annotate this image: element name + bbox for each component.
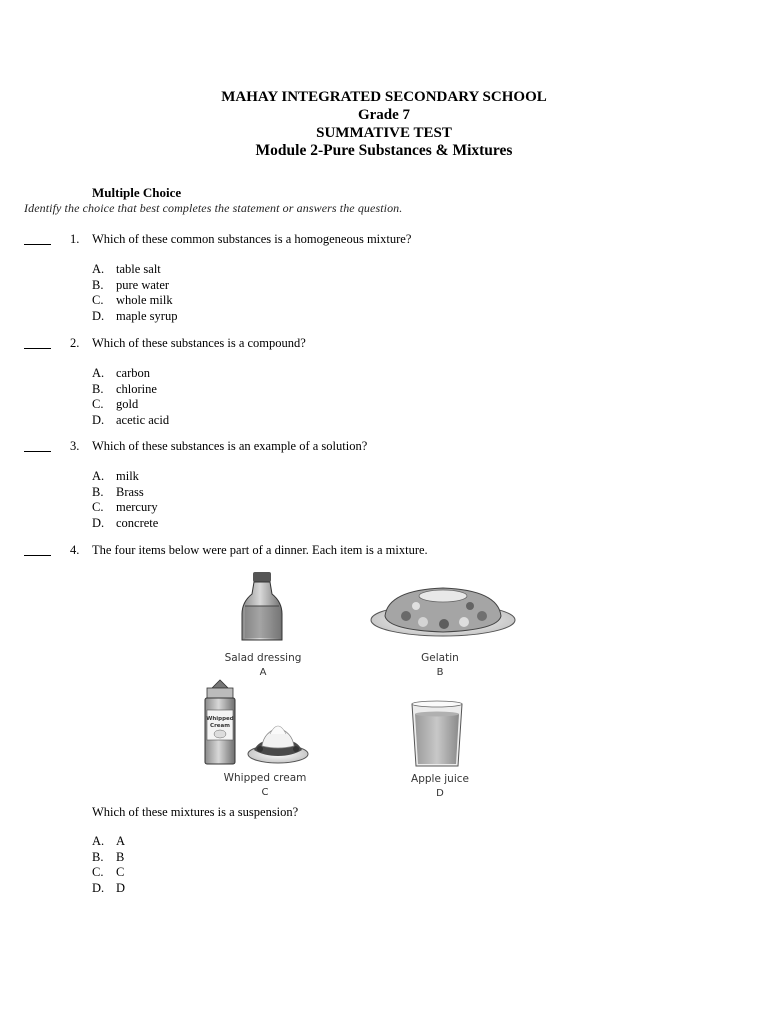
options-list [92, 366, 169, 428]
option-letter: A. [92, 469, 105, 483]
options-list [92, 262, 177, 324]
option-b [92, 485, 158, 501]
option-letter: D. [92, 880, 105, 895]
option-text: table salt [116, 262, 161, 276]
option-text: C [116, 865, 125, 879]
question-number: 1. [70, 232, 80, 246]
options-list [92, 469, 158, 531]
question-number: 4. [70, 543, 80, 557]
school-name: MAHAY INTEGRATED SECONDARY SCHOOL [221, 89, 547, 105]
svg-text:Cream: Cream [210, 723, 230, 729]
can-label-text: Whipped [206, 716, 234, 722]
question-number: 3. [70, 439, 80, 453]
option-text: Brass [116, 484, 144, 499]
option-text: concrete [116, 515, 159, 530]
option-d [92, 413, 169, 429]
section-title: Multiple Choice [92, 185, 182, 200]
option-c [92, 293, 177, 309]
gelatin-dish [371, 588, 515, 636]
salad-dressing-bottle [242, 572, 282, 640]
instructions: Identify the choice that best completes the statement or answers the question. [24, 201, 403, 215]
option-letter: C. [92, 865, 104, 879]
option-d [92, 309, 177, 325]
answer-blank[interactable] [24, 238, 51, 245]
option-letter: A. [92, 834, 105, 848]
option-text: carbon [116, 366, 151, 380]
option-c [92, 500, 158, 516]
option-text: D [116, 880, 126, 895]
option-text: A [116, 834, 126, 848]
figure-illustrations [198, 568, 518, 800]
option-letter: B. [92, 484, 104, 499]
document-header [0, 88, 768, 160]
question-stem: The four items below were part of a dinner. Each item is a mixture. [92, 543, 428, 557]
question-stem: Which of these substances is a compound? [92, 336, 306, 350]
option-text: B [116, 849, 125, 864]
figure-label-c: Whipped cream [223, 772, 307, 784]
whipped-cream-dessert [248, 726, 308, 763]
apple-juice-glass [412, 701, 462, 766]
grade-level: Grade 7 [357, 107, 411, 123]
option-letter: B. [92, 277, 104, 292]
option-letter: B. [92, 381, 104, 396]
option-a [92, 262, 177, 278]
option-d [92, 881, 125, 897]
option-text: chlorine [116, 381, 157, 396]
option-letter: B. [92, 849, 104, 864]
options-list [92, 834, 125, 896]
option-text: gold [116, 397, 139, 411]
option-text: whole milk [116, 293, 173, 307]
figure-label-d: Apple juice [411, 773, 469, 785]
figure-letter-d: D [436, 788, 444, 799]
answer-blank[interactable] [24, 445, 51, 452]
answer-blank[interactable] [24, 549, 51, 556]
option-a [92, 834, 125, 850]
option-b [92, 278, 177, 294]
option-c [92, 397, 169, 413]
question-stem: Which of these substances is an example of a solution? [92, 439, 368, 453]
option-a [92, 469, 158, 485]
figure-label-b: Gelatin [421, 652, 459, 664]
option-c [92, 865, 125, 881]
test-title: SUMMATIVE TEST [316, 125, 452, 141]
question-4-followup: Which of these mixtures is a suspension? [92, 805, 299, 819]
figure-letter-b: B [436, 667, 444, 678]
option-letter: D. [92, 308, 105, 323]
question-number: 2. [70, 336, 80, 350]
module-title: Module 2-Pure Substances & Mixtures [255, 142, 513, 159]
question-stem: Which of these common substances is a homogeneous mixture? [92, 232, 412, 246]
option-letter: C. [92, 397, 104, 411]
option-text: mercury [116, 500, 158, 514]
option-text: pure water [116, 277, 170, 292]
option-letter: A. [92, 366, 105, 380]
option-letter: A. [92, 262, 105, 276]
whipped-cream-can [205, 680, 235, 764]
option-b [92, 850, 125, 866]
answer-blank[interactable] [24, 342, 51, 349]
option-b [92, 382, 169, 398]
option-letter: C. [92, 293, 104, 307]
option-text: milk [116, 469, 139, 483]
option-letter: D. [92, 412, 105, 427]
option-letter: C. [92, 500, 104, 514]
option-d [92, 516, 158, 532]
figure-letter-a: A [259, 667, 267, 678]
option-a [92, 366, 169, 382]
option-text: acetic acid [116, 412, 170, 427]
figure-letter-c: C [261, 787, 269, 798]
figure-label-a: Salad dressing [224, 652, 302, 664]
mixtures-figure [198, 568, 518, 800]
option-letter: D. [92, 515, 105, 530]
option-text: maple syrup [116, 308, 178, 323]
